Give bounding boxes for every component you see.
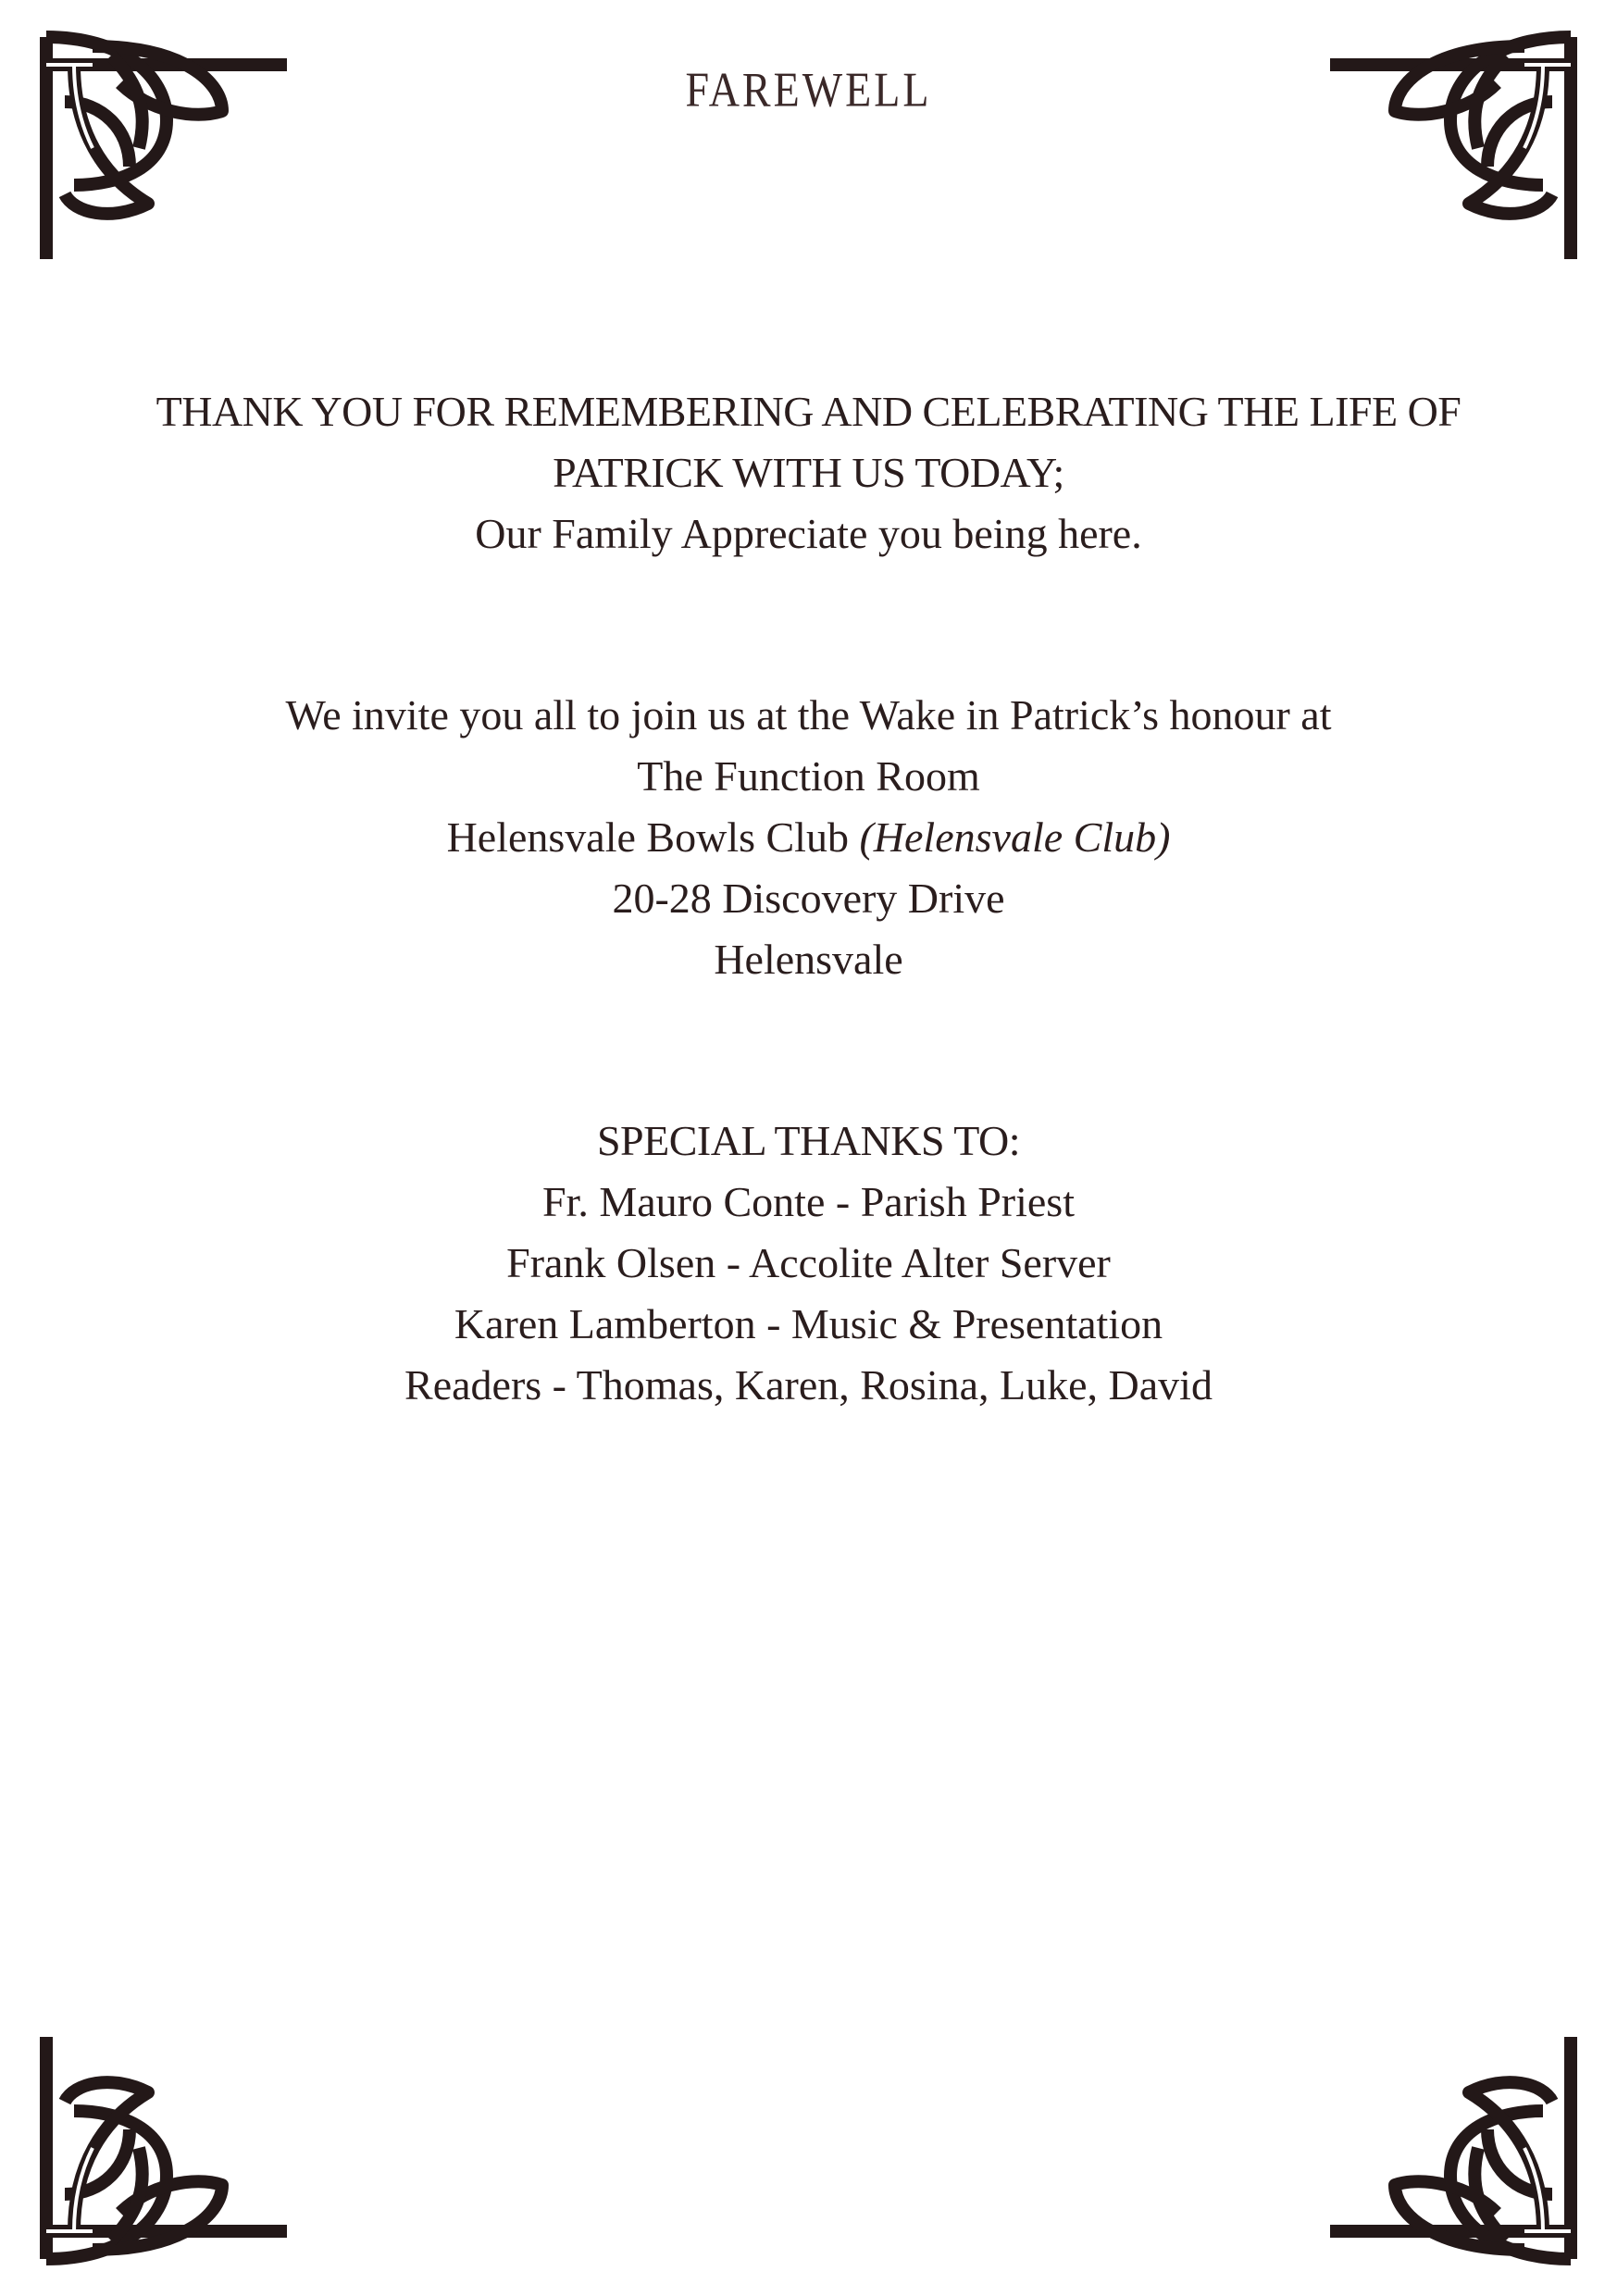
celtic-knot-corner-icon	[37, 2028, 296, 2268]
invitation-text: We invite you all to join us at the Wake in Patrick’s honour at	[285, 691, 1332, 738]
special-thanks-heading: SPECIAL THANKS TO:	[596, 1117, 1021, 1164]
special-thanks-item: Frank Olsen - Accolite Alter Server	[506, 1239, 1111, 1286]
special-thanks-item: Readers - Thomas, Karen, Rosina, Luke, David	[404, 1361, 1213, 1409]
thank-you-line-1: THANK YOU FOR REMEMBERING AND CELEBRATING THE LIFE OF	[155, 388, 1462, 435]
venue-name: Helensvale Bowls Club	[446, 813, 849, 861]
page-title: FAREWELL	[685, 62, 932, 117]
special-thanks-section	[0, 1111, 1617, 1416]
special-thanks-item: Fr. Mauro Conte - Parish Priest	[542, 1178, 1075, 1225]
thank-you-line-3: Our Family Appreciate you being here.	[475, 510, 1142, 557]
venue-name-line	[0, 807, 1617, 868]
address-street: 20-28 Discovery Drive	[612, 875, 1005, 922]
special-thanks-item: Karen Lamberton - Music & Presentation	[454, 1300, 1163, 1347]
venue-room: The Function Room	[637, 752, 980, 800]
celtic-knot-corner-icon	[1321, 2028, 1580, 2268]
wake-invitation-section	[0, 685, 1617, 990]
venue-alias: (Helensvale Club)	[859, 813, 1171, 861]
thank-you-section	[0, 381, 1617, 565]
address-suburb: Helensvale	[714, 936, 903, 983]
thank-you-line-2: PATRICK WITH US TODAY;	[553, 449, 1064, 496]
